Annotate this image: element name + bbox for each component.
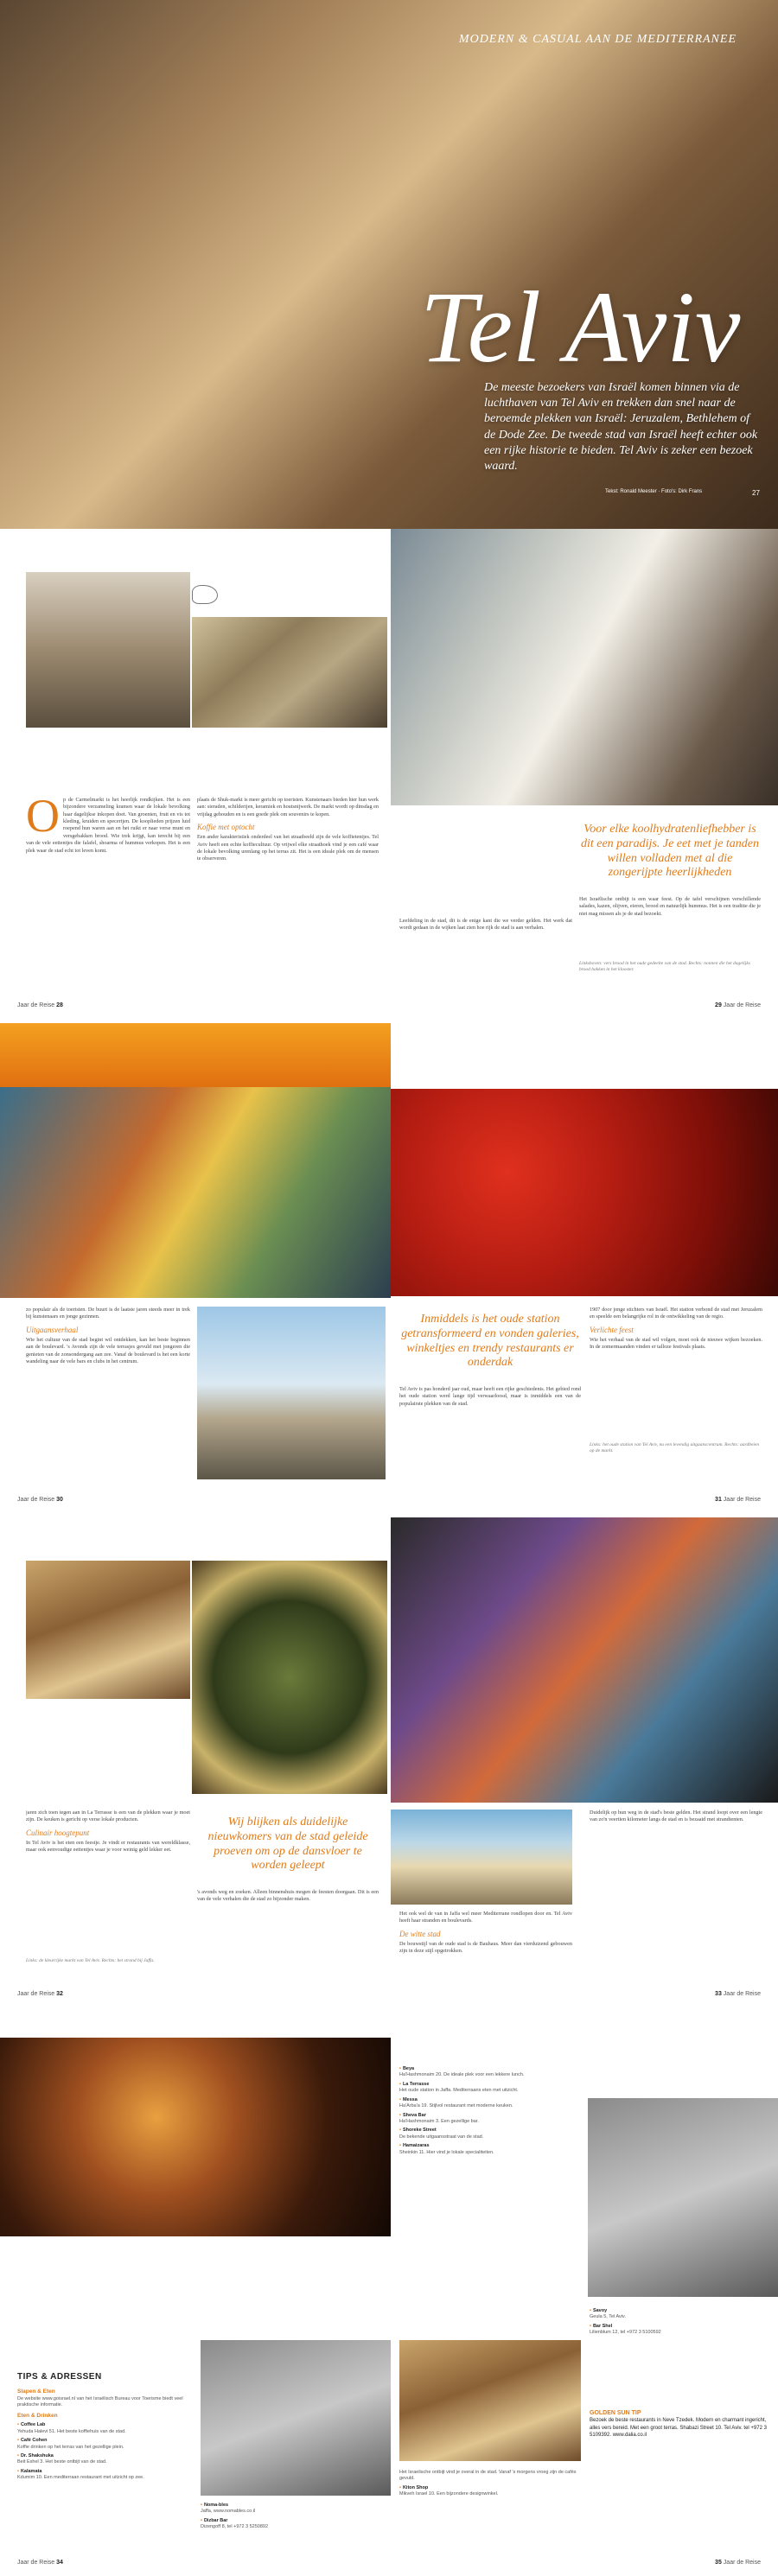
article-col-3 <box>399 1911 572 1980</box>
spread-3 <box>0 1023 778 1517</box>
place-name: • Beya <box>399 2066 415 2071</box>
bullet-icon: • <box>399 2096 401 2102</box>
place-text: De bekende uitgaansstraat van de stad. <box>399 2134 484 2140</box>
place-text: Geula 5, Tel Aviv. <box>590 2314 626 2320</box>
magazine-name: Jaar de Reise <box>723 1497 761 1503</box>
street-photo <box>26 572 190 728</box>
article-text: Het Israëlische ontbijt is een waar feest. Op de tafel verschijnen verschillende salades, kazen, olijven, eieren, brood en natuurlijk hummus. Het is een traditie die je niet mag missen als je de stad bezoekt. <box>579 896 761 917</box>
place-text: Koffie drinken op het terras van het gezellige plein. <box>17 2444 124 2450</box>
photo-caption: Links: het oude station van Tel Aviv, nu een levendig uitgaanscentrum. Rechts: aardbeien op de markt. <box>590 1442 760 1454</box>
place-text: Dizengoff 8, tel +972 3 5250892 <box>201 2524 269 2530</box>
article-text: Het ook wel de van in Jaffa wel meer Mediterrane rondlopen door en. Tel Aviv heeft haar stranden en boulevards. <box>399 1911 572 1924</box>
article-text: 1907 door jonge stichters van Israël. Het station verbond de stad met Jeruzalem en speelde een belangrijke rol in de ontwikkeling van de regio. <box>590 1307 762 1320</box>
tips-section-head: Eten & Drinken <box>17 2412 58 2419</box>
article-text: jaren zich toen tegen aan in La Terrasse is een van de plekken waar je moet zijn. De keuken is gericht op verse lokale producten. <box>26 1810 190 1823</box>
bullet-icon: • <box>399 2066 401 2071</box>
place-text: Het oude station in Jaffa. Mediterraans eten met uitzicht. <box>399 2088 519 2094</box>
place-text: Yehuda Halevi 51. Het beste koffiehuis van de stad. <box>17 2428 126 2434</box>
place-text: Sheinkin 11. Hier vind je lokale specialiteiten. <box>399 2149 494 2155</box>
place-name: • Bar Shel <box>590 2323 613 2329</box>
subheading: De witte stad <box>399 1929 441 1938</box>
article-text: Een ander karakteristiek onderdeel van het straatbeeld zijn de vele koffietentjes. Tel Aviv heeft een echte koffiecultuur. Op vrijwel elke straathoek vind je een café waar de lokale bevolking urenlang op het terras zit. Het is een ideale plek om de mensen te observeren. <box>197 834 379 862</box>
pull-quote: Inmiddels is het oude station getransformeerd en vonden galeries, winkeltjes en trendy restaurants er onderdak <box>401 1313 579 1370</box>
tile-photo <box>26 1561 190 1699</box>
page-number: 27 <box>752 489 760 497</box>
photo-caption: Linksboven: vers brood in het oude gedeelte van de stad. Rechts: nonnen die het dagelijks brood bakken in het klooster. <box>579 961 750 973</box>
article-col-1 <box>26 1810 190 1974</box>
article-text: In Tel Aviv is het eten een feestje. Je vindt er restaurants van wereldklasse, maar ook eenvoudige eettentjes waar je voor weinig geld lekker eet. <box>26 1839 190 1854</box>
bullet-icon: • <box>17 2438 19 2444</box>
page-number: 29 <box>715 1002 722 1008</box>
page-number: 28 <box>56 1002 63 1008</box>
magazine-name: Jaar de Reise <box>17 1497 55 1503</box>
footer-left <box>17 1002 63 1008</box>
place-name: • Hamaizaras <box>399 2143 430 2149</box>
footer-right <box>715 2560 761 2566</box>
article-text: Duidelijk op hun weg in de stad's beste gelden. Het strand loopt over een lengte van zo'n veertien kilometer langs de stad en is bezaaid met strandtenten. <box>590 1810 762 1823</box>
mural-photo <box>0 1087 391 1298</box>
orange-band <box>0 1023 391 1087</box>
tips-col-1 <box>17 2385 190 2558</box>
kicker: MODERN & CASUAL AAN DE MEDITERRANEE <box>458 33 737 46</box>
map-icon <box>192 585 218 604</box>
magazine-name: Jaar de Reise <box>17 2560 55 2566</box>
article-col-3 <box>590 1307 762 1436</box>
bullet-icon: • <box>17 2422 19 2428</box>
tips-col-4 <box>399 2470 581 2556</box>
page-title: Tel Aviv <box>420 270 741 384</box>
article-col-4 <box>590 1810 762 1939</box>
footer-left <box>17 1497 63 1503</box>
place-name: • Dizbar Bar <box>201 2517 228 2523</box>
article-col-1 <box>26 797 190 987</box>
bullet-icon: • <box>399 2143 401 2149</box>
article-text: De bouwstijl van de oude stad is de Bauhaus. Meer dan vierduizend gebouwen zijn in deze stijl opgetrokken. <box>399 1940 572 1955</box>
page-number: 33 <box>715 1991 722 1997</box>
bullet-icon: • <box>17 2453 19 2459</box>
spread-tips <box>0 2012 778 2576</box>
page-number: 34 <box>56 2560 63 2566</box>
bullet-icon: • <box>399 2112 401 2118</box>
place-name: • Coffee Lab <box>17 2422 46 2428</box>
place-name: • La Terrasse <box>399 2081 430 2087</box>
art-photo <box>201 2340 391 2496</box>
footer-right <box>715 1002 761 1008</box>
bullet-icon: • <box>590 2323 591 2329</box>
article-text: Wie het verhaal van de stad wil volgen, moet ook de nieuwe wijken bezoeken. In de zomermaanden vinden er talloze festivals plaats. <box>590 1336 762 1351</box>
place-name: • Noma-bles <box>201 2503 229 2508</box>
info-label: GOLDEN SUN TIP <box>590 2410 641 2416</box>
info-box <box>590 2409 768 2439</box>
tips-section-text: De website www.goisrael.nl van het Israëlisch Bureau voor Toerisme biedt veel praktische informatie. <box>17 2395 183 2408</box>
place-text: Jaffa, www.nomables.co.il <box>201 2509 256 2515</box>
page-number: 30 <box>56 1497 63 1503</box>
pull-quote: Wij blijken als duidelijke nieuwkomers van de stad geleide proeven om op de dansvloer te worden geleept <box>207 1816 368 1873</box>
place-text: Ha'Hashmonaim 3. Een gezellige bar. <box>399 2118 479 2124</box>
page-number: 35 <box>715 2560 722 2566</box>
article-col-2 <box>197 1889 379 1975</box>
place-name: • Shoreke Street <box>399 2128 437 2134</box>
nun-photo <box>391 529 778 805</box>
place-name: • Kalamata <box>17 2468 42 2474</box>
page-number: 32 <box>56 1991 63 1997</box>
graffiti-photo <box>391 1517 778 1803</box>
article-text: p de Carmelmarkt is het heerlijk rondkijken. Het is een bijzondere verzameling kramen waar de lokale bevolking haar dagelijkse inkopen doet. Van groenten, fruit en vis tot kleding, kruiden en specerijen. De kooplieden prijzen luid roepend hun waren aan en het ruikt er naar verse munt en versgebakken brood. Wie trek krijgt, kan terecht bij een van de vele eettentjes die falafel, shoarma of hummus verkopen. Het is een plek waar de stad echt tot leven komt. <box>26 797 190 854</box>
magazine-name: Jaar de Reise <box>723 1991 761 1997</box>
footer-left <box>17 1991 63 1997</box>
place-name: • Messa <box>399 2096 418 2102</box>
drop-cap: O <box>26 797 60 842</box>
place-name: • Café Cohen <box>17 2438 48 2444</box>
bullet-icon: • <box>590 2308 591 2313</box>
bullet-icon: • <box>17 2468 19 2474</box>
market-photo <box>192 617 387 728</box>
info-text: Bezoek de beste restaurants in Neve Tzedek. Modern en charmant ingericht, alles vers bereid. Met een groot terras. Shabazi Street 10. Tel Aviv. tel +972 3 5109392. www.dalia.co.il <box>590 2418 767 2438</box>
bullet-icon: • <box>399 2128 401 2134</box>
place-text: Kdumim 10. Een mediterraan restaurant met uitzicht op zee. <box>17 2475 144 2481</box>
strawberry-photo <box>391 1089 778 1296</box>
magazine-name: Jaar de Reise <box>17 1991 55 1997</box>
spread-cover <box>0 0 778 529</box>
place-text: Beit Eshel 3. Het beste ontbijt van de stad. <box>17 2459 107 2465</box>
photo-credit: Tekst: Ronald Meester · Foto's: Dirk Frans <box>605 489 703 494</box>
article-col-2 <box>399 1386 581 1481</box>
pull-quote: Voor elke koolhydratenliefhebber is dit een paradijs. Je eet met je tanden willen volladen met al die zongerijpte heerlijkheden <box>580 823 760 880</box>
place-text: Mikveh Israel 10. Een bijzondere designwinkel. <box>399 2491 499 2497</box>
article-col-2 <box>197 797 379 987</box>
bullet-icon: • <box>201 2517 202 2523</box>
bullet-icon: • <box>399 2484 401 2490</box>
bullet-icon: • <box>399 2081 401 2087</box>
article-text: plaats de Shuk-markt is meer gericht op toeristen. Kunstenaars bieden hier hun werk aan: sieraden, schilderijen, keramiek en houtsnijwerk. De markt wordt op dinsdag en vrijdag gehouden en is een goede plek om souvenirs te kopen. <box>197 797 379 817</box>
article-col-4 <box>579 896 761 957</box>
subheading: Koffie met optocht <box>197 823 255 832</box>
footer-right <box>715 1497 761 1503</box>
spread-2 <box>0 529 778 1023</box>
cafe-photo-small <box>399 2340 581 2461</box>
olive-photo <box>192 1561 387 1794</box>
tips-col-3 <box>399 2064 581 2323</box>
place-name: • Kiton Shop <box>399 2484 429 2490</box>
article-text: Tel Aviv is pas honderd jaar oud, maar heeft een rijke geschiedenis. Het gebied rond het oude station werd lange tijd verwaarloosd, maar is inmiddels een van de populairste plekken van de stad. <box>399 1386 581 1407</box>
footer-right <box>715 1991 761 1997</box>
station-photo <box>197 1307 386 1479</box>
spread-4 <box>0 1517 778 2012</box>
article-text: zo populair als de toeristen. De buurt is de laatste jaren steeds meer in trek bij kunstenaars en jonge gezinnen. <box>26 1307 190 1320</box>
tips-text: Het Israelische ontbijt vind je overal in de stad. Vanaf 's morgens vroeg zijn de cafés gevuld. <box>399 2470 577 2482</box>
bullet-icon: • <box>201 2503 202 2508</box>
tips-title: TIPS & ADRESSEN <box>17 2372 102 2382</box>
place-name: • Savoy <box>590 2308 608 2313</box>
place-text: Ha'Arba'a 19. Stijlvol restaurant met moderne keuken. <box>399 2103 513 2109</box>
place-name: • Dr. Shakshuka <box>17 2453 54 2459</box>
photo-caption: Links: de kleurrijke markt van Tel Aviv. Rechts: het strand bij Jaffa. <box>26 1958 155 1963</box>
article-text: Leefdeling in de stad, dit is de enige kant die we verder gelden. Het werk dat wordt gedaan in de wijken laat zien hoe rijk de stad is aan verhalen. <box>399 918 572 932</box>
tips-col-5 <box>590 2306 768 2401</box>
subheading: Uitgaansverhaal <box>26 1325 79 1334</box>
tips-col-2 <box>201 2500 382 2560</box>
tips-section-head: Slapen & Eten <box>17 2388 55 2395</box>
place-text: Ha'Hashmonaim 20. De ideale plek voor een lekkere lunch. <box>399 2072 525 2078</box>
article-col-1 <box>26 1307 190 1479</box>
magazine-name: Jaar de Reise <box>17 1002 55 1008</box>
beach-photo <box>391 1810 572 1905</box>
place-name: • Sheva Bar <box>399 2112 426 2118</box>
intro-text: De meeste bezoekers van Israël komen binnen via de luchthaven van Tel Aviv en trekken dan snel naar de beroemde plekken van Israël: Jeruzalem, Bethlehem of de Dode Zee. De tweede stad van Israël heeft echter ook een rijke historie te bieden. Tel Aviv is zeker een bezoek waard. <box>484 381 758 473</box>
restaurant-photo <box>0 2038 391 2236</box>
place-text: Lilienblum 12, tel +972 3 5100592 <box>590 2330 661 2336</box>
article-text: 's avonds weg en zoeken. Alleen binnenshuis mogen de feesten doorgaan. Dit is een van de vele verhalen die de stad zo bijzonder maken. <box>197 1889 379 1903</box>
magazine-name: Jaar de Reise <box>723 1002 761 1008</box>
article-text: Wie het cultuur van de stad begint wil ontdekken, kan het beste beginnen aan de boulevard. 's Avonds zijn de vele terrasjes gevuld met jongeren die genieten van de zonsondergang aan zee. Vanaf de boulevard is het een korte wandeling naar de vele bars en clubs in het centrum. <box>26 1336 190 1364</box>
page-number: 31 <box>715 1497 722 1503</box>
subheading: Verlichte feest <box>590 1325 634 1334</box>
menu-board-photo <box>588 2098 778 2297</box>
article-col-3 <box>399 918 572 987</box>
footer-left <box>17 2560 63 2566</box>
magazine-name: Jaar de Reise <box>723 2560 761 2566</box>
subheading: Culinair hoogtepunt <box>26 1828 90 1837</box>
